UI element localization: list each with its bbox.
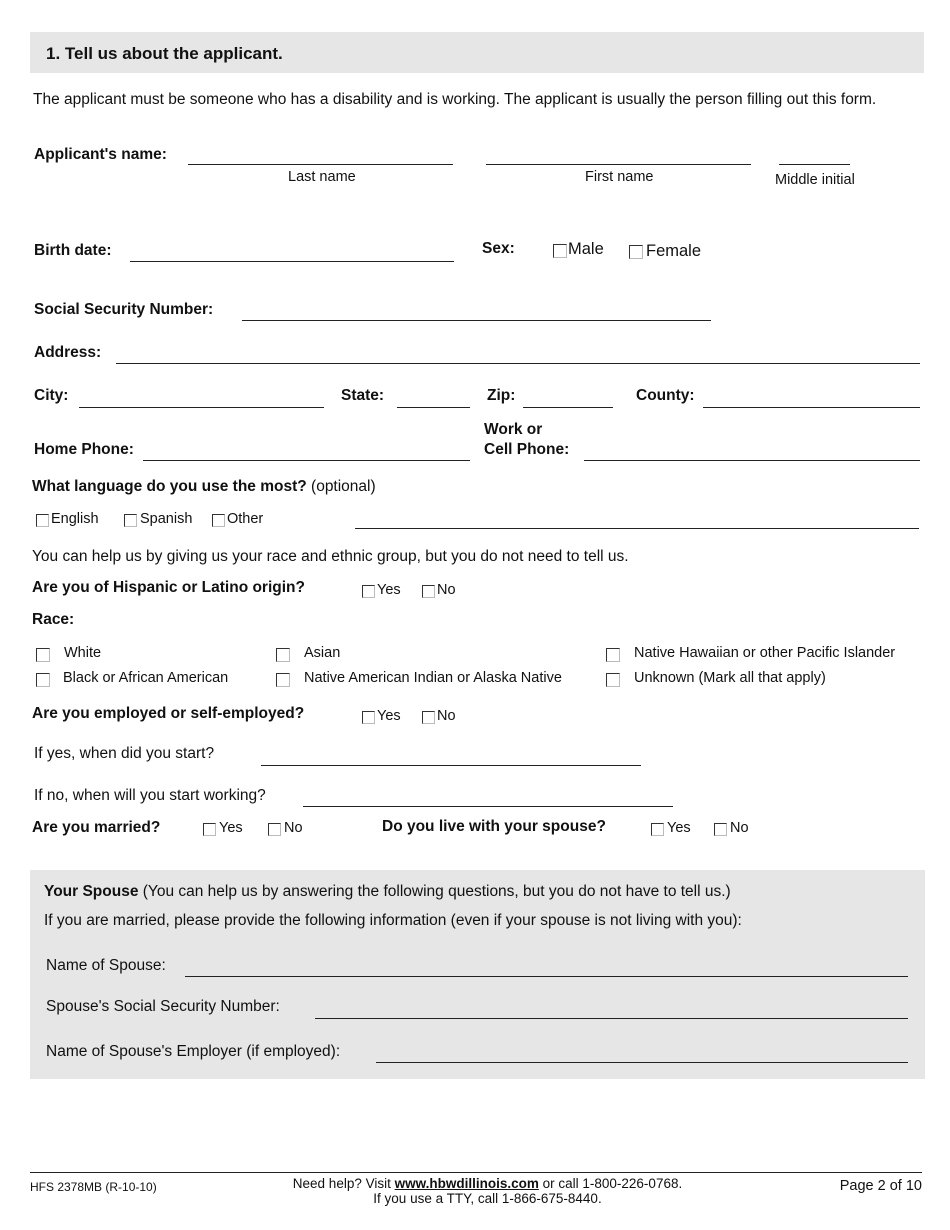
future-start-label: If no, when will you start working? xyxy=(34,787,266,804)
language-optional-note: (optional) xyxy=(311,478,376,495)
work-phone-field[interactable] xyxy=(584,460,920,461)
county-label: County: xyxy=(636,387,695,404)
work-phone-label-line1: Work or xyxy=(484,421,543,438)
zip-field[interactable] xyxy=(523,407,613,408)
section-title: 1. Tell us about the applicant. xyxy=(46,44,283,63)
spouse-ssn-field[interactable] xyxy=(315,1018,908,1019)
race-asian-checkbox[interactable] xyxy=(276,648,290,662)
hispanic-yes-label: Yes xyxy=(377,582,401,598)
hispanic-yes-checkbox[interactable] xyxy=(362,585,375,598)
race-native-american-checkbox[interactable] xyxy=(276,673,290,687)
female-label: Female xyxy=(646,242,702,260)
live-with-spouse-no-checkbox[interactable] xyxy=(714,823,727,836)
employed-yes-label: Yes xyxy=(377,708,401,724)
footer-help-suffix: or call 1-800-226-0768. xyxy=(538,1176,683,1191)
employed-start-label: If yes, when did you start? xyxy=(34,745,215,762)
birth-date-field[interactable] xyxy=(130,261,454,262)
intro-text: The applicant must be someone who has a disability and is working. The applicant is usually the person filling out this form. xyxy=(33,91,877,108)
race-hawaiian-checkbox[interactable] xyxy=(606,648,620,662)
employed-start-field[interactable] xyxy=(261,765,641,766)
ssn-label: Social Security Number: xyxy=(34,301,214,318)
first-name-caption: First name xyxy=(585,169,654,185)
spouse-section xyxy=(30,870,925,1079)
race-unknown-label: Unknown (Mark all that apply) xyxy=(634,670,826,686)
employed-question: Are you employed or self-employed? xyxy=(32,705,305,722)
married-no-label: No xyxy=(284,820,303,836)
future-start-field[interactable] xyxy=(303,806,673,807)
race-white-checkbox[interactable] xyxy=(36,648,50,662)
english-checkbox[interactable] xyxy=(36,514,49,527)
live-with-spouse-yes-checkbox[interactable] xyxy=(651,823,664,836)
english-label: English xyxy=(51,511,99,527)
race-asian-label: Asian xyxy=(304,645,341,661)
spouse-ssn-label: Spouse's Social Security Number: xyxy=(46,998,280,1015)
spouse-instruction: If you are married, please provide the following information (even if your spouse is not living with you): xyxy=(44,912,742,929)
spanish-label: Spanish xyxy=(140,511,193,527)
home-phone-field[interactable] xyxy=(143,460,470,461)
address-label: Address: xyxy=(34,344,102,361)
language-question xyxy=(32,478,376,496)
hispanic-no-checkbox[interactable] xyxy=(422,585,435,598)
employed-yes-checkbox[interactable] xyxy=(362,711,375,724)
race-unknown-checkbox[interactable] xyxy=(606,673,620,687)
city-label: City: xyxy=(34,387,69,404)
spouse-employer-field[interactable] xyxy=(376,1062,908,1063)
spouse-employer-label: Name of Spouse's Employer (if employed): xyxy=(46,1043,341,1060)
website-link[interactable]: www.hbwdillinois.com xyxy=(394,1176,539,1191)
race-black-label: Black or African American xyxy=(63,670,229,686)
language-question-text: What language do you use the most? xyxy=(32,478,307,495)
last-name-field[interactable] xyxy=(188,164,453,165)
applicant-name-label: Applicant's name: xyxy=(34,146,167,163)
hispanic-no-label: No xyxy=(437,582,456,598)
footer-rule xyxy=(30,1172,922,1173)
section-header xyxy=(30,32,924,73)
male-label: Male xyxy=(568,240,604,258)
city-field[interactable] xyxy=(79,407,324,408)
footer-help-line xyxy=(260,1176,715,1191)
married-yes-checkbox[interactable] xyxy=(203,823,216,836)
live-with-spouse-question: Do you live with your spouse? xyxy=(382,818,606,835)
race-black-checkbox[interactable] xyxy=(36,673,50,687)
spouse-heading-note: (You can help us by answering the following questions, but you do not have to tell us.) xyxy=(142,883,731,900)
employed-no-label: No xyxy=(437,708,456,724)
female-checkbox[interactable] xyxy=(629,245,643,259)
middle-initial-caption: Middle initial xyxy=(775,172,855,188)
footer-help-prefix: Need help? Visit xyxy=(292,1176,395,1191)
married-question: Are you married? xyxy=(32,819,161,836)
race-white-label: White xyxy=(64,645,102,661)
sex-label: Sex: xyxy=(482,240,515,257)
footer-help xyxy=(260,1176,715,1206)
state-field[interactable] xyxy=(397,407,470,408)
spouse-heading-title: Your Spouse xyxy=(44,883,139,900)
other-language-checkbox[interactable] xyxy=(212,514,225,527)
state-label: State: xyxy=(341,387,385,404)
work-phone-label-line2: Cell Phone: xyxy=(484,441,570,458)
middle-initial-field[interactable] xyxy=(779,164,850,165)
other-language-label: Other xyxy=(227,511,264,527)
spouse-heading xyxy=(44,883,914,901)
race-native-american-label: Native American Indian or Alaska Native xyxy=(304,670,562,686)
live-with-spouse-no-label: No xyxy=(730,820,749,836)
first-name-field[interactable] xyxy=(486,164,751,165)
footer-tty: If you use a TTY, call 1-866-675-8440. xyxy=(373,1191,602,1206)
zip-label: Zip: xyxy=(487,387,516,404)
home-phone-label: Home Phone: xyxy=(34,441,134,458)
page-number: Page 2 of 10 xyxy=(839,1178,922,1194)
spouse-name-label: Name of Spouse: xyxy=(46,957,166,974)
last-name-caption: Last name xyxy=(288,169,356,185)
spanish-checkbox[interactable] xyxy=(124,514,137,527)
other-language-field[interactable] xyxy=(355,528,919,529)
hispanic-question: Are you of Hispanic or Latino origin? xyxy=(32,579,305,596)
birth-date-label: Birth date: xyxy=(34,242,112,259)
spouse-name-field[interactable] xyxy=(185,976,908,977)
ssn-field[interactable] xyxy=(242,320,711,321)
married-yes-label: Yes xyxy=(219,820,243,836)
race-label: Race: xyxy=(32,611,75,628)
race-hawaiian-label: Native Hawaiian or other Pacific Islander xyxy=(634,645,896,661)
address-field[interactable] xyxy=(116,363,920,364)
form-id: HFS 2378MB (R-10-10) xyxy=(30,1180,157,1194)
married-no-checkbox[interactable] xyxy=(268,823,281,836)
race-intro-text: You can help us by giving us your race and ethnic group, but you do not need to tell us. xyxy=(32,548,629,565)
county-field[interactable] xyxy=(703,407,920,408)
live-with-spouse-yes-label: Yes xyxy=(667,820,691,836)
male-checkbox[interactable] xyxy=(553,244,567,258)
employed-no-checkbox[interactable] xyxy=(422,711,435,724)
